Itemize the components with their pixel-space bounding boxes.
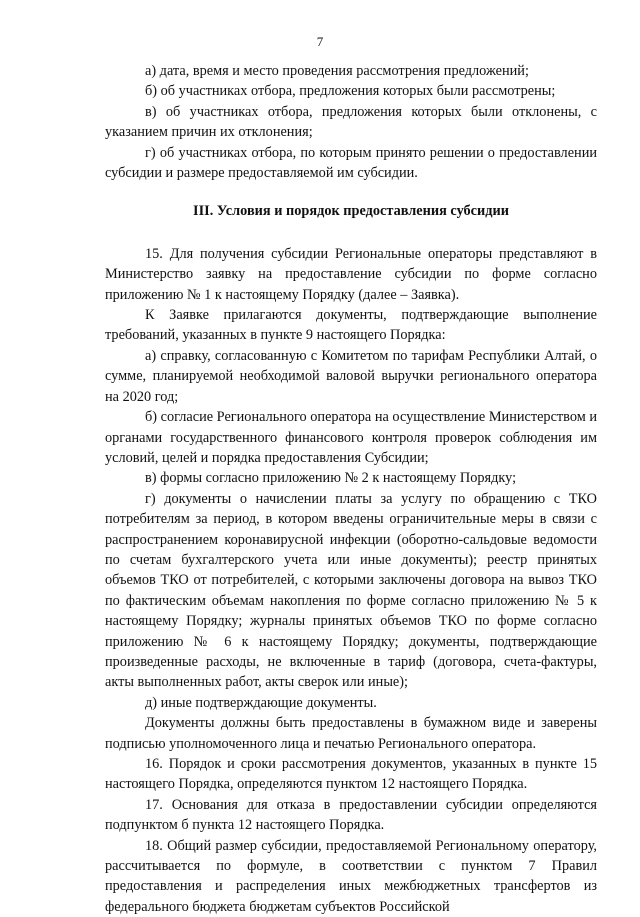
attachment-item-d: д) иные подтверждающие документы. <box>145 694 377 711</box>
paragraph-15: 15. Для получения субсидии Региональные операторы представляют в Министерство заявку на предоставление субсидии по форме согласно приложению № 1 к настоящему Порядку (далее – Заявка). <box>105 245 597 303</box>
list-item-g: г) об участниках отбора, по которым принято решении о предоставлении субсидии и размере предоставляемой им субсидии. <box>105 144 597 182</box>
paragraph-18: 18. Общий размер субсидии, предоставляемой Региональному оператору, рассчитывается по формуле, в соответствии с пунктом 7 Правил предоставления и распределения иных межбюджетных трансфертов из федерального бюджета бюджетам субъектов Российской <box>105 837 597 915</box>
document-body <box>105 61 597 917</box>
paragraph-documents-form: Документы должны быть предоставлены в бумажном виде и заверены подписью уполномоченного лица и печатью Регионального оператора. <box>105 715 597 752</box>
list-item-a: а) дата, время и место проведения рассмотрения предложений; <box>145 63 529 79</box>
attachment-item-b: б) согласие Регионального оператора на осуществление Министерством и органами государственного финансового контроля проверок соблюдения им условий, целей и порядка предоставления Субсидии; <box>105 409 597 466</box>
attachment-item-g: г) документы о начислении платы за услугу по обращению с ТКО потребителям за период, в котором введены ограничительные меры в связи с распространением коронавирусной инфекции (оборотно-сальдовые ведомости по счетам бухгалтерского учета или иные документы); реестр принятых объемов ТКО от потребителей, с которыми заключены договора на вывоз ТКО по фактическим объемам накопления по форме согласно приложению № 5 к настоящему Порядку; журналы принятых объемов ТКО по форме согласно приложению № 6 к настоящему Порядку; документы, подтверждающие произведенные расходы, не включенные в тариф (договора, счета-фактуры, акты выполненных работ, акты сверок или иные); <box>105 490 597 691</box>
paragraph-16: 16. Порядок и сроки рассмотрения документов, указанных в пункте 15 настоящего Порядка, определяются пунктом 12 настоящего Порядка. <box>105 756 597 793</box>
list-item-v: в) об участниках отбора, предложения которых были отклонены, с указанием причин их отклонения; <box>105 103 597 141</box>
paragraph-17: 17. Основания для отказа в предоставлении субсидии определяются подпунктом б пункта 12 настоящего Порядка. <box>105 796 597 834</box>
attachment-item-v: в) формы согласно приложению № 2 к настоящему Порядку; <box>145 470 517 487</box>
attachment-item-a: а) справку, согласованную с Комитетом по тарифам Республики Алтай, о сумме, планируемой необходимой валовой выручки регионального оператора на 2020 год; <box>105 347 597 405</box>
section-heading: III. Условия и порядок предоставления субсидии <box>193 203 509 220</box>
paragraph-attachments-intro: К Заявке прилагаются документы, подтверждающие выполнение требований, указанных в пункте 9 настоящего Порядка: <box>105 307 597 344</box>
list-item-b: б) об участниках отбора, предложения которых были рассмотрены; <box>145 83 556 100</box>
page-number: 7 <box>316 34 324 49</box>
